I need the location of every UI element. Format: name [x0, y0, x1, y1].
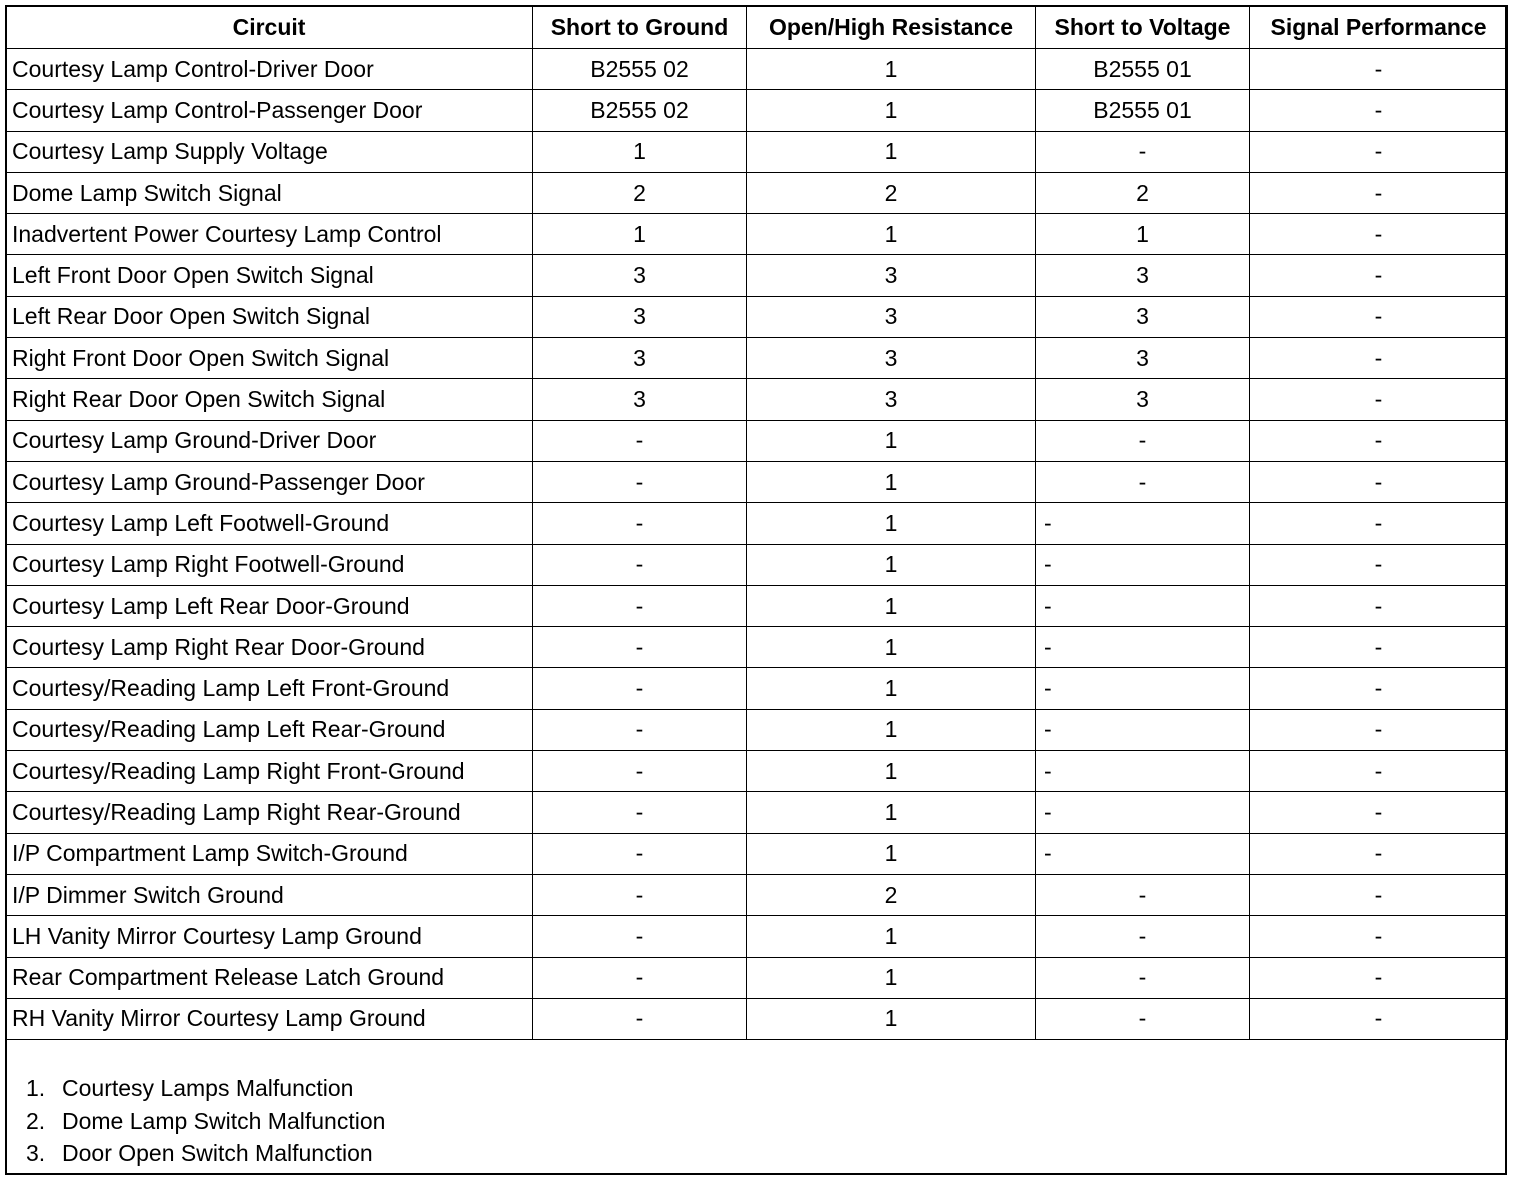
table-row [6, 296, 1508, 337]
cell-signal-performance: - [1250, 874, 1508, 915]
cell-signal-performance: - [1250, 544, 1508, 585]
footnote-number: 1. [26, 1075, 46, 1101]
cell-signal-performance: - [1250, 709, 1508, 750]
cell-short-to-ground: - [533, 998, 747, 1039]
cell-short-to-ground: B2555 02 [533, 90, 747, 131]
cell-short-to-ground: - [533, 420, 747, 461]
table-row [6, 90, 1508, 131]
cell-circuit: Courtesy/Reading Lamp Left Rear-Ground [6, 709, 533, 750]
table-row [6, 172, 1508, 213]
cell-signal-performance: - [1250, 172, 1508, 213]
cell-circuit: I/P Dimmer Switch Ground [6, 874, 533, 915]
cell-open-high-resistance: 1 [747, 214, 1036, 255]
cell-short-to-ground: - [533, 792, 747, 833]
cell-open-high-resistance: 1 [747, 544, 1036, 585]
table-row [6, 544, 1508, 585]
cell-signal-performance: - [1250, 957, 1508, 998]
cell-signal-performance: - [1250, 668, 1508, 709]
cell-open-high-resistance: 1 [747, 627, 1036, 668]
table-row [6, 420, 1508, 461]
cell-short-to-ground: - [533, 544, 747, 585]
cell-short-to-ground: B2555 02 [533, 49, 747, 90]
table-row [6, 874, 1508, 915]
cell-signal-performance: - [1250, 49, 1508, 90]
cell-signal-performance: - [1250, 214, 1508, 255]
cell-short-to-ground: - [533, 627, 747, 668]
table-row [6, 668, 1508, 709]
cell-short-to-voltage: - [1036, 916, 1250, 957]
cell-open-high-resistance: 1 [747, 916, 1036, 957]
cell-short-to-voltage: B2555 01 [1036, 90, 1250, 131]
cell-signal-performance: - [1250, 296, 1508, 337]
footnote-3 [26, 1137, 385, 1170]
cell-short-to-voltage: - [1036, 627, 1250, 668]
cell-short-to-voltage: - [1036, 503, 1250, 544]
cell-short-to-ground: - [533, 957, 747, 998]
cell-circuit: I/P Compartment Lamp Switch-Ground [6, 833, 533, 874]
cell-short-to-voltage: - [1036, 833, 1250, 874]
cell-short-to-ground: 3 [533, 379, 747, 420]
cell-open-high-resistance: 1 [747, 90, 1036, 131]
table-row [6, 709, 1508, 750]
table-row [6, 957, 1508, 998]
table-row [6, 751, 1508, 792]
cell-short-to-ground: - [533, 503, 747, 544]
cell-open-high-resistance: 1 [747, 833, 1036, 874]
cell-open-high-resistance: 1 [747, 709, 1036, 750]
cell-signal-performance: - [1250, 998, 1508, 1039]
cell-short-to-voltage: - [1036, 420, 1250, 461]
cell-open-high-resistance: 1 [747, 131, 1036, 172]
cell-short-to-ground: - [533, 668, 747, 709]
cell-signal-performance: - [1250, 338, 1508, 379]
footnotes [26, 1072, 385, 1170]
table-row [6, 627, 1508, 668]
footnote-text: Courtesy Lamps Malfunction [62, 1075, 354, 1101]
cell-circuit: LH Vanity Mirror Courtesy Lamp Ground [6, 916, 533, 957]
table-row [6, 379, 1508, 420]
cell-open-high-resistance: 1 [747, 751, 1036, 792]
cell-short-to-voltage: 3 [1036, 338, 1250, 379]
cell-open-high-resistance: 1 [747, 585, 1036, 626]
cell-short-to-ground: - [533, 751, 747, 792]
cell-open-high-resistance: 2 [747, 874, 1036, 915]
cell-signal-performance: - [1250, 90, 1508, 131]
cell-open-high-resistance: 3 [747, 338, 1036, 379]
cell-short-to-voltage: - [1036, 957, 1250, 998]
cell-short-to-voltage: - [1036, 874, 1250, 915]
cell-circuit: Dome Lamp Switch Signal [6, 172, 533, 213]
cell-open-high-resistance: 1 [747, 420, 1036, 461]
cell-open-high-resistance: 3 [747, 296, 1036, 337]
cell-signal-performance: - [1250, 751, 1508, 792]
cell-short-to-ground: 1 [533, 214, 747, 255]
cell-circuit: Rear Compartment Release Latch Ground [6, 957, 533, 998]
cell-signal-performance: - [1250, 420, 1508, 461]
cell-short-to-ground: - [533, 461, 747, 502]
footnote-text: Door Open Switch Malfunction [62, 1140, 373, 1166]
table-row [6, 131, 1508, 172]
cell-open-high-resistance: 1 [747, 998, 1036, 1039]
cell-open-high-resistance: 1 [747, 957, 1036, 998]
footnote-text: Dome Lamp Switch Malfunction [62, 1107, 386, 1134]
cell-circuit: Courtesy Lamp Control-Driver Door [6, 49, 533, 90]
cell-short-to-voltage: B2555 01 [1036, 49, 1250, 90]
cell-short-to-voltage: - [1036, 544, 1250, 585]
cell-circuit: Courtesy/Reading Lamp Right Rear-Ground [6, 792, 533, 833]
cell-circuit: Courtesy Lamp Ground-Driver Door [6, 420, 533, 461]
cell-signal-performance: - [1250, 916, 1508, 957]
table-row [6, 585, 1508, 626]
table-row [6, 503, 1508, 544]
header-signal-performance: Signal Performance [1250, 6, 1508, 49]
cell-signal-performance: - [1250, 627, 1508, 668]
cell-short-to-ground: - [533, 916, 747, 957]
cell-open-high-resistance: 1 [747, 792, 1036, 833]
cell-signal-performance: - [1250, 585, 1508, 626]
header-open-high-resistance: Open/High Resistance [747, 6, 1036, 49]
cell-open-high-resistance: 3 [747, 255, 1036, 296]
cell-short-to-voltage: 3 [1036, 379, 1250, 420]
cell-circuit: Courtesy Lamp Ground-Passenger Door [6, 461, 533, 502]
cell-signal-performance: - [1250, 131, 1508, 172]
cell-signal-performance: - [1250, 461, 1508, 502]
cell-circuit: Courtesy Lamp Left Footwell-Ground [6, 503, 533, 544]
cell-circuit: Inadvertent Power Courtesy Lamp Control [6, 214, 533, 255]
cell-open-high-resistance: 1 [747, 668, 1036, 709]
cell-circuit: Courtesy/Reading Lamp Left Front-Ground [6, 668, 533, 709]
cell-short-to-ground: 1 [533, 131, 747, 172]
cell-short-to-voltage: - [1036, 585, 1250, 626]
table-row [6, 338, 1508, 379]
cell-open-high-resistance: 2 [747, 172, 1036, 213]
circuit-dtc-table [5, 5, 1508, 1040]
cell-signal-performance: - [1250, 255, 1508, 296]
table-row [6, 49, 1508, 90]
cell-short-to-ground: 3 [533, 255, 747, 296]
header-circuit: Circuit [6, 6, 533, 49]
cell-circuit: Courtesy Lamp Right Rear Door-Ground [6, 627, 533, 668]
table-row [6, 792, 1508, 833]
cell-short-to-voltage: - [1036, 751, 1250, 792]
cell-open-high-resistance: 1 [747, 503, 1036, 544]
cell-short-to-voltage: - [1036, 668, 1250, 709]
cell-open-high-resistance: 1 [747, 49, 1036, 90]
cell-open-high-resistance: 1 [747, 461, 1036, 502]
table-row [6, 998, 1508, 1039]
cell-short-to-ground: - [533, 833, 747, 874]
cell-circuit: Courtesy Lamp Left Rear Door-Ground [6, 585, 533, 626]
header-short-to-ground: Short to Ground [533, 6, 747, 49]
footnote-number: 2. [26, 1107, 46, 1134]
cell-short-to-ground: - [533, 874, 747, 915]
cell-short-to-voltage: - [1036, 792, 1250, 833]
cell-short-to-ground: - [533, 585, 747, 626]
cell-short-to-voltage: 3 [1036, 255, 1250, 296]
cell-open-high-resistance: 3 [747, 379, 1036, 420]
cell-short-to-voltage: - [1036, 709, 1250, 750]
cell-short-to-voltage: 1 [1036, 214, 1250, 255]
table-row [6, 916, 1508, 957]
cell-short-to-voltage: - [1036, 131, 1250, 172]
cell-circuit: Courtesy Lamp Control-Passenger Door [6, 90, 533, 131]
cell-signal-performance: - [1250, 503, 1508, 544]
cell-circuit: Courtesy Lamp Supply Voltage [6, 131, 533, 172]
cell-short-to-ground: 2 [533, 172, 747, 213]
cell-circuit: Left Rear Door Open Switch Signal [6, 296, 533, 337]
footnote-2 [26, 1105, 385, 1138]
cell-short-to-ground: 3 [533, 296, 747, 337]
cell-circuit: Right Rear Door Open Switch Signal [6, 379, 533, 420]
cell-circuit: RH Vanity Mirror Courtesy Lamp Ground [6, 998, 533, 1039]
table-body [6, 49, 1508, 1040]
cell-circuit: Courtesy Lamp Right Footwell-Ground [6, 544, 533, 585]
cell-circuit: Courtesy/Reading Lamp Right Front-Ground [6, 751, 533, 792]
header-short-to-voltage: Short to Voltage [1036, 6, 1250, 49]
cell-short-to-voltage: 2 [1036, 172, 1250, 213]
cell-short-to-voltage: - [1036, 998, 1250, 1039]
cell-short-to-voltage: - [1036, 461, 1250, 502]
header-row [6, 6, 1508, 49]
cell-signal-performance: - [1250, 379, 1508, 420]
cell-signal-performance: - [1250, 833, 1508, 874]
table-row [6, 833, 1508, 874]
table-row [6, 214, 1508, 255]
table-row [6, 255, 1508, 296]
cell-circuit: Left Front Door Open Switch Signal [6, 255, 533, 296]
cell-short-to-voltage: 3 [1036, 296, 1250, 337]
cell-signal-performance: - [1250, 792, 1508, 833]
cell-short-to-ground: - [533, 709, 747, 750]
footnote-number: 3. [26, 1140, 46, 1166]
cell-short-to-ground: 3 [533, 338, 747, 379]
table-row [6, 461, 1508, 502]
cell-circuit: Right Front Door Open Switch Signal [6, 338, 533, 379]
footnote-1 [26, 1072, 385, 1105]
